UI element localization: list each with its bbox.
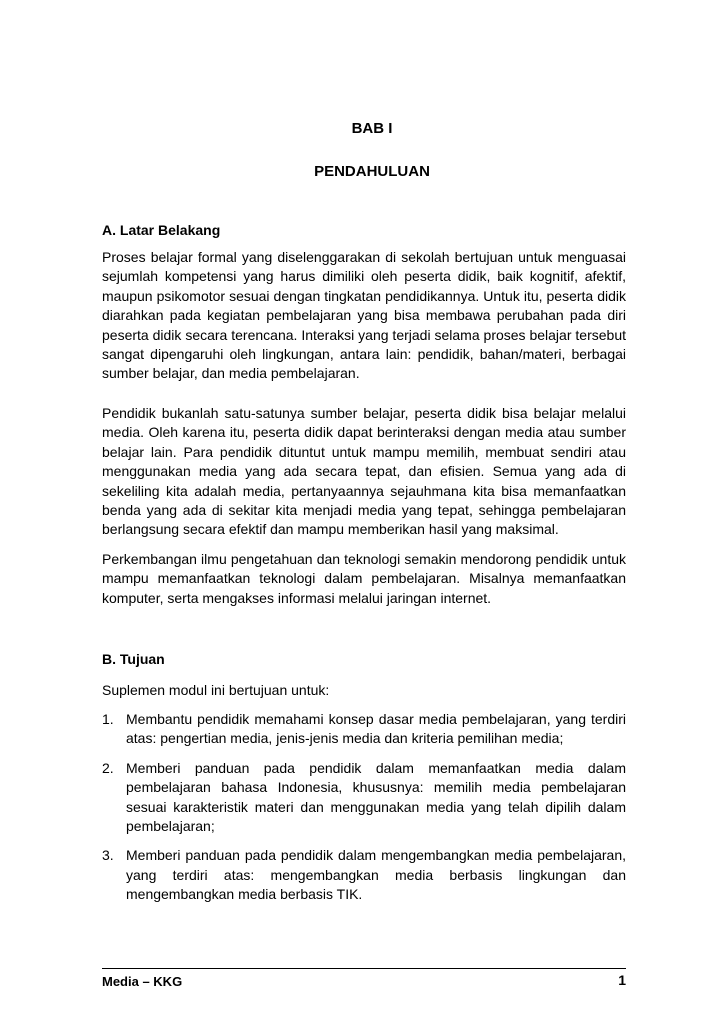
page-number: 1 [618,972,626,988]
footer-title: Media – KKG [102,974,183,989]
list-item-text: Memberi panduan pada pendidik dalam mengembangkan media pembelajaran, yang terdiri atas: mengembangkan media berbasis lingkungan dan mengembangkan media berbasis TIK. [126,847,626,903]
section-b-heading: B. Tujuan [102,651,165,667]
footer-divider [102,968,626,969]
list-item-number: 3. [102,847,114,864]
list-item-text: Memberi panduan pada pendidik dalam memanfaatkan media dalam pembelajaran bahasa Indonesia, khususnya: memilih media pembelajaran sesuai karakteristik materi dan menggunakan media yang telah dipilih dalam pembelajaran; [126,759,626,835]
tujuan-intro: Suplemen modul ini bertujuan untuk: [102,682,330,698]
list-item [102,710,626,749]
list-item-number: 2. [102,759,114,776]
section-a-heading: A. Latar Belakang [102,222,221,238]
chapter-number: BAB I [351,120,393,137]
paragraph-latar-belakang-1: Proses belajar formal yang diselenggarakan di sekolah bertujuan untuk menguasai sejumlah kompetensi yang harus dimiliki oleh peserta didik, baik kognitif, afektif, maupun psikomotor sesuai dengan tingkatan pendidikannya. Untuk itu, peserta didik diarahkan pada kegiatan pembelajaran yang bisa membawa perubahan pada diri peserta didik secara terencana. Interaksi yang terjadi selama proses belajar tersebut sangat dipengaruhi oleh lingkungan, antara lain: pendidik, bahan/materi, berbagai sumber belajar, dan media pembelajaran. [102,249,626,382]
chapter-title: PENDAHULUAN [314,163,430,180]
list-item-text: Membantu pendidik memahami konsep dasar media pembelajaran, yang terdiri atas: pengertian media, jenis-jenis media dan kriteria pemilihan media; [126,711,626,747]
list-item [102,846,626,904]
paragraph-latar-belakang-3: Perkembangan ilmu pengetahuan dan teknologi semakin mendorong pendidik untuk mampu memanfaatkan teknologi dalam pembelajaran. Misalnya memanfaatkan komputer, serta mengakses informasi melalui jaringan internet. [102,551,626,606]
list-item [102,759,626,837]
tujuan-list [102,710,626,915]
paragraph-latar-belakang-2: Pendidik bukanlah satu-satunya sumber belajar, peserta didik bisa belajar melalui media. Oleh karena itu, peserta didik dapat berinteraksi dengan media atau sumber belajar lain. Para pendidik dituntut untuk mampu memilih, membuat sendiri atau menggunakan media yang ada secara tepat, dan efisien. Semua yang ada di sekeliling kita adalah media, pertanyaannya sejauhmana kita bisa memanfaatkan benda yang ada di sekitar kita menjadi media yang tepat, sehingga pembelajaran berlangsung secara efektif dan mampu memberikan hasil yang maksimal. [102,405,626,538]
list-item-number: 1. [102,711,114,727]
